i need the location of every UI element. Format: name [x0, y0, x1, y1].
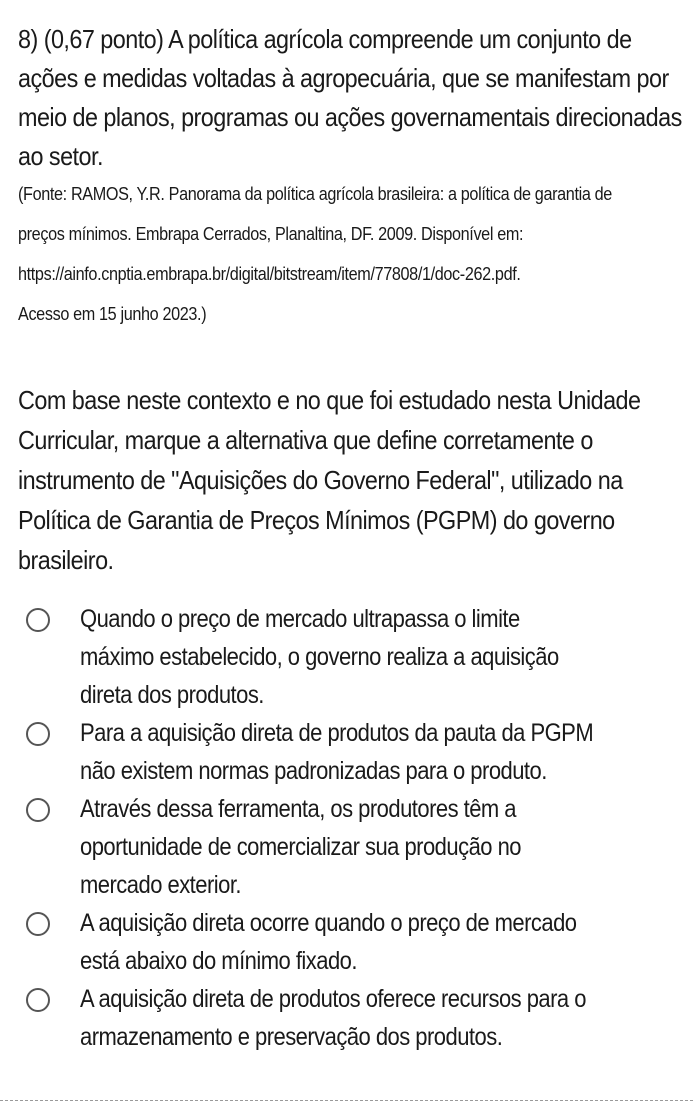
radio-button[interactable] — [26, 722, 50, 746]
prompt-line: instrumento de "Aquisições do Governo Federal", utilizado na — [18, 465, 623, 495]
option-line: A aquisição direta de produtos oferece recursos para o — [80, 985, 586, 1013]
answer-option-d[interactable] — [26, 904, 666, 980]
source-url: https://ainfo.cnptia.embrapa.br/digital/bitstream/item/77808/1/doc-262.pdf. — [18, 264, 521, 284]
prompt-line: brasileiro. — [18, 545, 114, 575]
option-line: Através dessa ferramenta, os produtores têm a — [80, 795, 517, 823]
option-line: está abaixo do mínimo fixado. — [80, 947, 357, 975]
question-text — [18, 20, 689, 176]
answer-option-b[interactable] — [26, 714, 666, 790]
question-line: ao setor. — [18, 141, 103, 171]
answer-options — [26, 600, 666, 1056]
source-line: (Fonte: RAMOS, Y.R. Panorama da política agrícola brasileira: a política de garantia de — [18, 184, 612, 204]
option-line: máximo estabelecido, o governo realiza a aquisição — [80, 643, 559, 671]
option-line: direta dos produtos. — [80, 681, 264, 709]
option-label — [80, 714, 593, 790]
option-label — [80, 790, 521, 904]
option-line: A aquisição direta ocorre quando o preço de mercado — [80, 909, 577, 937]
prompt-line: Curricular, marque a alternativa que define corretamente o — [18, 425, 593, 455]
radio-button[interactable] — [26, 608, 50, 632]
source-line: Acesso em 15 junho 2023.) — [18, 304, 207, 324]
bottom-divider — [0, 1100, 693, 1101]
radio-button[interactable] — [26, 912, 50, 936]
option-label — [80, 904, 577, 980]
option-line: Para a aquisição direta de produtos da pauta da PGPM — [80, 719, 594, 747]
question-line: ações e medidas voltadas à agropecuária, que se manifestam por — [18, 63, 669, 93]
option-line: Quando o preço de mercado ultrapassa o limite — [80, 605, 520, 633]
radio-button[interactable] — [26, 988, 50, 1012]
question-line: 8) (0,67 ponto) A política agrícola compreende um conjunto de — [18, 24, 632, 54]
option-label — [80, 600, 559, 714]
option-line: mercado exterior. — [80, 871, 241, 899]
option-line: não existem normas padronizadas para o produto. — [80, 757, 547, 785]
option-line: armazenamento e preservação dos produtos. — [80, 1023, 503, 1051]
answer-option-e[interactable] — [26, 980, 666, 1056]
prompt-line: Com base neste contexto e no que foi estudado nesta Unidade — [18, 385, 641, 415]
answer-option-a[interactable] — [26, 600, 666, 714]
radio-button[interactable] — [26, 798, 50, 822]
option-line: oportunidade de comercializar sua produção no — [80, 833, 521, 861]
source-citation — [18, 174, 689, 334]
answer-option-c[interactable] — [26, 790, 666, 904]
prompt-line: Política de Garantia de Preços Mínimos (PGPM) do governo — [18, 505, 615, 535]
question-container — [18, 20, 688, 575]
option-label — [80, 980, 586, 1056]
question-line: meio de planos, programas ou ações governamentais direcionadas — [18, 102, 682, 132]
question-prompt — [18, 380, 689, 580]
source-line: preços mínimos. Embrapa Cerrados, Planaltina, DF. 2009. Disponível em: — [18, 224, 524, 244]
